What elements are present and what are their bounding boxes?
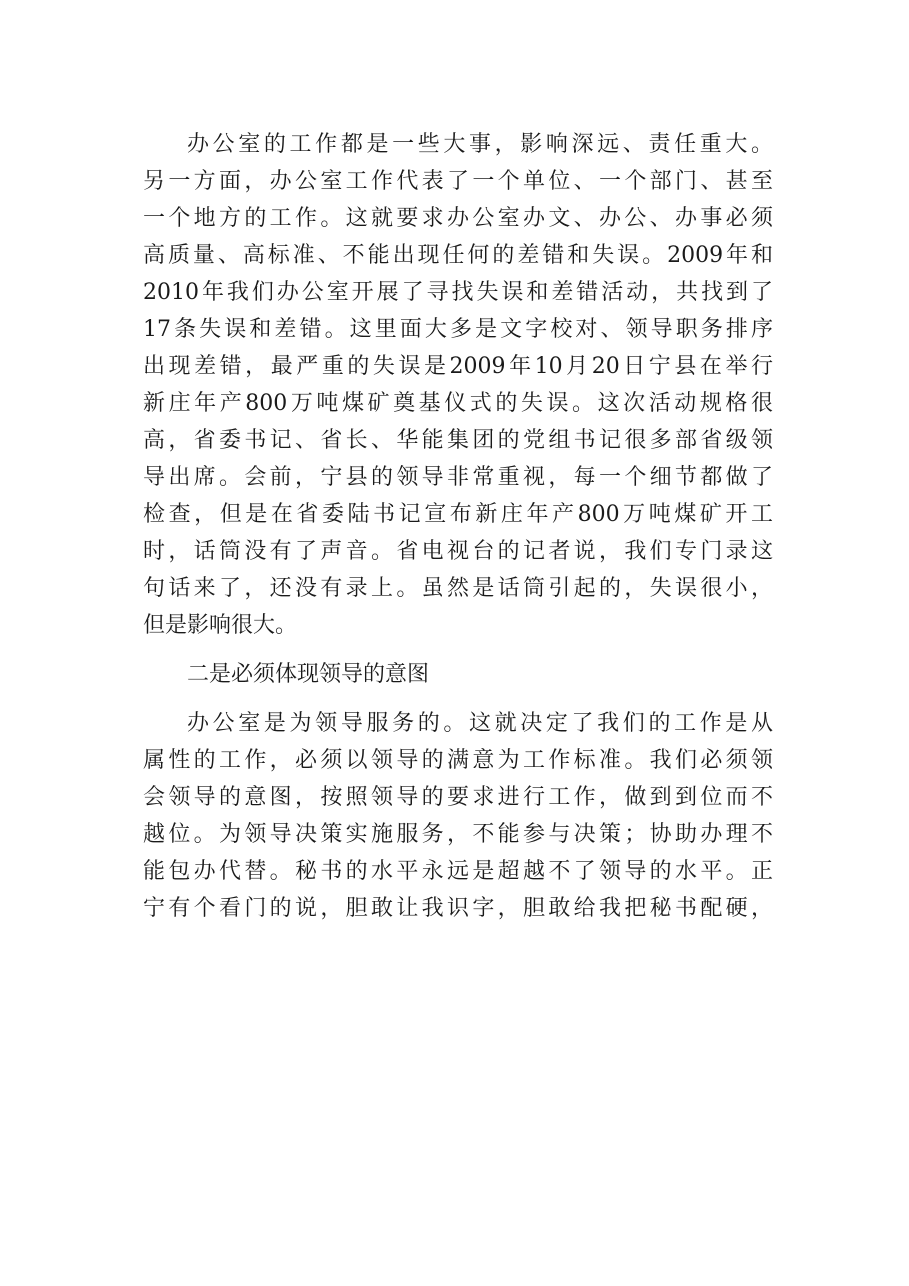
paragraph-line: 宁有个看门的说，胆敢让我识字，胆敢给我把秘书配硬，: [143, 896, 773, 921]
paragraph-line: 高，省委书记、省长、华能集团的党组书记很多部省级领: [143, 428, 773, 453]
paragraph-line: 17条失误和差错。这里面大多是文字校对、领导职务排序: [143, 317, 773, 342]
paragraph-line: 新庄年产800万吨煤矿奠基仪式的失误。这次活动规格很: [143, 391, 773, 416]
paragraph-line: 会领导的意图，按照领导的要求进行工作，做到到位而不: [143, 785, 773, 810]
paragraph-line: 办公室的工作都是一些大事，影响深远、责任重大。: [187, 132, 773, 157]
paragraph-line: 属性的工作，必须以领导的满意为工作标准。我们必须领: [143, 748, 773, 773]
paragraph-line: 另一方面，办公室工作代表了一个单位、一个部门、甚至: [143, 169, 773, 194]
paragraph-line: 检查，但是在省委陆书记宣布新庄年产800万吨煤矿开工: [143, 502, 773, 527]
paragraph-line: 但是影响很大。: [143, 613, 298, 638]
paragraph-line: 越位。为领导决策实施服务，不能参与决策；协助办理不: [143, 822, 773, 847]
section-heading-block: [143, 656, 773, 693]
paragraph-1: [143, 126, 773, 644]
paragraph-line: 时，话筒没有了声音。省电视台的记者说，我们专门录这: [143, 539, 773, 564]
paragraph-line: 高质量、高标准、不能出现任何的差错和失误。2009年和: [143, 243, 773, 268]
paragraph-line: 2010年我们办公室开展了寻找失误和差错活动，共找到了: [143, 280, 773, 305]
document-page: [143, 126, 773, 927]
paragraph-line: 能包办代替。秘书的水平永远是超越不了领导的水平。正: [143, 859, 773, 884]
paragraph-line: 办公室是为领导服务的。这就决定了我们的工作是从: [187, 711, 773, 736]
section-heading: 二是必须体现领导的意图: [187, 662, 430, 687]
paragraph-line: 导出席。会前，宁县的领导非常重视，每一个细节都做了: [143, 465, 773, 490]
paragraph-2: [143, 705, 773, 927]
paragraph-line: 出现差错，最严重的失误是2009年10月20日宁县在举行: [143, 354, 773, 379]
paragraph-line: 句话来了，还没有录上。虽然是话筒引起的，失误很小，: [143, 576, 773, 601]
paragraph-line: 一个地方的工作。这就要求办公室办文、办公、办事必须: [143, 206, 773, 231]
